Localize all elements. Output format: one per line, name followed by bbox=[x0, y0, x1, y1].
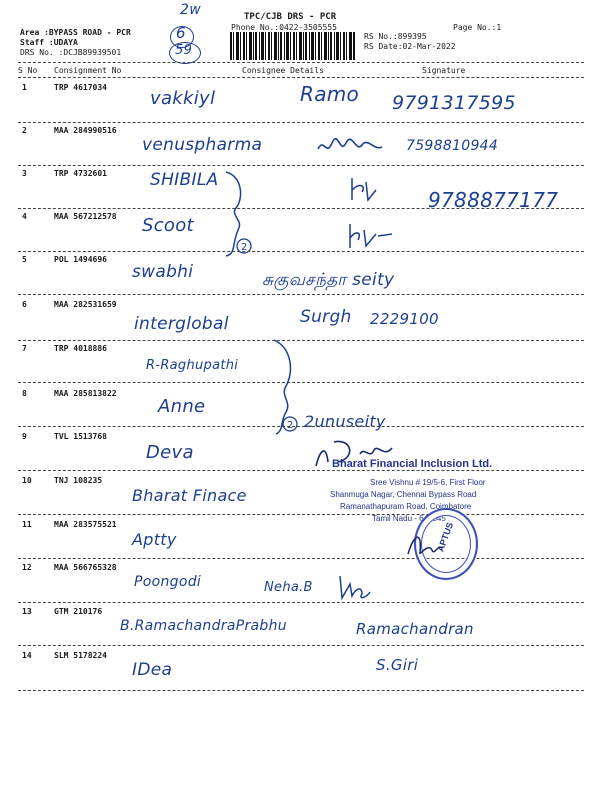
row-consignment: TNJ 108235 bbox=[54, 476, 103, 485]
drs-number: DRS No. :DCJB89939501 bbox=[20, 48, 122, 57]
row-sno: 7 bbox=[22, 344, 27, 353]
row-sno: 6 bbox=[22, 300, 27, 309]
consignee-name: Anne bbox=[158, 396, 206, 417]
row-separator bbox=[18, 645, 584, 646]
row-separator bbox=[18, 426, 584, 427]
row-sno: 12 bbox=[22, 563, 32, 572]
receiver-phone: 2229100 bbox=[370, 310, 439, 328]
row-consignment: MAA 284990516 bbox=[54, 126, 117, 135]
consignee-name: vakkiyl bbox=[150, 88, 216, 109]
row-consignment: MAA 282531659 bbox=[54, 300, 117, 309]
row-consignment: TRP 4018886 bbox=[54, 344, 107, 353]
rs-date: RS Date:02-Mar-2022 bbox=[364, 42, 456, 51]
seal-signature-scribble bbox=[404, 524, 444, 564]
column-header-consignee: Consignee Details bbox=[242, 66, 324, 75]
row-sno: 10 bbox=[22, 476, 32, 485]
consignee-name: swabhi bbox=[132, 262, 194, 282]
seal-text: APTUS bbox=[435, 520, 456, 554]
svg-text:2: 2 bbox=[241, 242, 248, 253]
receiver-signature: Surgh bbox=[300, 307, 352, 327]
row-consignment: TRP 4617034 bbox=[54, 83, 107, 92]
staff-line: Staff :UDAYA bbox=[20, 38, 78, 47]
row-sno: 5 bbox=[22, 255, 27, 264]
row-separator bbox=[18, 251, 584, 252]
header-top-rule bbox=[18, 62, 584, 63]
stamp-company-name: Bharat Financial Inclusion Ltd. bbox=[332, 458, 493, 470]
row-sno: 8 bbox=[22, 389, 27, 398]
stamp-signature-scribble bbox=[312, 436, 402, 476]
row-separator bbox=[18, 294, 584, 295]
sheet-title: TPC/CJB DRS - PCR bbox=[244, 12, 337, 22]
consignee-name: Aptty bbox=[132, 530, 177, 549]
receiver-signature: S.Giri bbox=[376, 656, 419, 674]
row-separator bbox=[18, 208, 584, 209]
consignee-name: Poongodi bbox=[134, 574, 202, 590]
row-sno: 9 bbox=[22, 432, 27, 441]
stamp-address-line: Ramanathapuram Road, Coimbatore bbox=[340, 502, 472, 511]
receiver-phone: 9791317595 bbox=[392, 92, 516, 114]
stamp-address-line: Tamil Nadu - 641045 bbox=[372, 514, 446, 523]
consignee-name: SHIBILA bbox=[150, 170, 219, 190]
receiver-name: Neha.B bbox=[264, 580, 313, 595]
column-header-signature: Signature bbox=[422, 66, 466, 75]
stamp-address-line: Sree Vishnu # 19/5-6, First Floor bbox=[370, 478, 486, 487]
rs-number: RS No.:899395 bbox=[364, 32, 427, 41]
phone-number: Phone No.:0422-3505555 bbox=[231, 23, 337, 32]
row-sno: 4 bbox=[22, 212, 27, 221]
row-separator bbox=[18, 690, 584, 691]
consignee-name: Scoot bbox=[142, 215, 194, 236]
column-header-sno: S No bbox=[18, 66, 38, 75]
row-separator bbox=[18, 165, 584, 166]
row-consignment: TRP 4732601 bbox=[54, 169, 107, 178]
column-header-consignment: Consignment No bbox=[54, 66, 122, 75]
consignee-name: venuspharma bbox=[142, 135, 263, 155]
receiver-signature-scribble bbox=[316, 135, 386, 159]
row-sno: 3 bbox=[22, 169, 27, 178]
row-separator bbox=[18, 122, 584, 123]
receiver-signature: சுகுவசந்தா seity bbox=[262, 270, 395, 290]
consignee-name: B.RamachandraPrabhu bbox=[120, 618, 287, 634]
row-consignment: MAA 285813822 bbox=[54, 389, 117, 398]
consignee-name: R-Raghupathi bbox=[146, 358, 239, 373]
area-line: Area :BYPASS ROAD - PCR bbox=[20, 28, 131, 37]
receiver-signature-scribble bbox=[346, 222, 394, 250]
header-bottom-rule bbox=[18, 77, 584, 78]
row-sno: 11 bbox=[22, 520, 32, 529]
row-separator bbox=[18, 602, 584, 603]
row-sno: 2 bbox=[22, 126, 27, 135]
consignee-name: interglobal bbox=[134, 314, 229, 334]
handwritten-mark-59: 59 bbox=[175, 43, 193, 58]
receiver-signature: Ramo bbox=[300, 82, 360, 106]
row-sno: 13 bbox=[22, 607, 32, 616]
receiver-phone: 7598810944 bbox=[406, 138, 499, 154]
receiver-signature-scribble bbox=[348, 176, 380, 204]
row-consignment: MAA 566765328 bbox=[54, 563, 117, 572]
row-sno: 14 bbox=[22, 651, 32, 660]
handwritten-mark-2w: 2w bbox=[180, 2, 201, 18]
consignee-name: IDea bbox=[132, 660, 173, 680]
row-consignment: POL 1494696 bbox=[54, 255, 107, 264]
consignee-name: Bharat Finace bbox=[132, 486, 247, 505]
row-consignment: TVL 1513768 bbox=[54, 432, 107, 441]
receiver-phone: 9788877177 bbox=[428, 188, 559, 212]
consignee-name: Deva bbox=[146, 442, 194, 463]
row-consignment: MAA 283575521 bbox=[54, 520, 117, 529]
page-number: Page No.:1 bbox=[453, 23, 502, 32]
receiver-signature: 2unuseity bbox=[304, 412, 386, 431]
svg-text:2: 2 bbox=[287, 420, 294, 431]
bracket-annotation bbox=[222, 168, 262, 258]
row-consignment: SLM 5178224 bbox=[54, 651, 107, 660]
barcode-image bbox=[230, 32, 356, 60]
stamp-address-line: Shanmuga Nagar, Chennai Bypass Road bbox=[330, 490, 477, 499]
receiver-signature: Ramachandran bbox=[356, 620, 474, 638]
row-consignment: MAA 567212578 bbox=[54, 212, 117, 221]
handwritten-mark-6: 6 bbox=[176, 24, 186, 42]
row-consignment: GTM 210176 bbox=[54, 607, 103, 616]
row-sno: 1 bbox=[22, 83, 27, 92]
